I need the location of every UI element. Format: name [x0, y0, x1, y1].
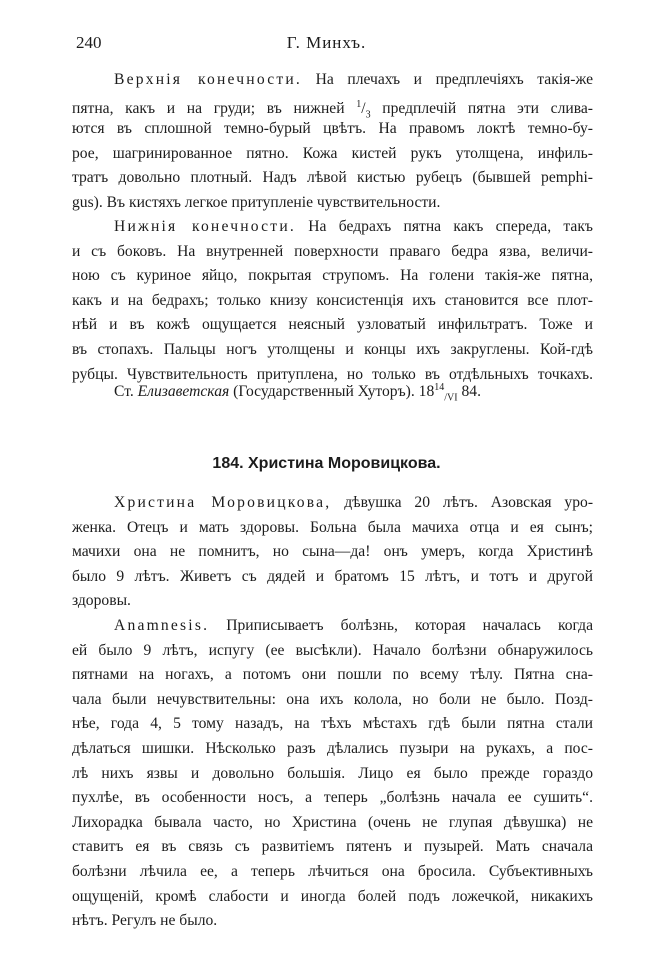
- lead-term: Нижнія конечности.: [114, 218, 296, 235]
- running-title: Г. Минхъ.: [286, 33, 367, 52]
- paragraph-anamnesis: Anamnesis. Приписываетъ болѣзнь, которая началась когда ей было 9 лѣтъ, испугу (ее высѣкли). Начало болѣзни обнаружилось пятнами на ногахъ, а потомъ они пошли по всему тѣлу. Пятна сна- чала были нечувствительны: она ихъ колола, но боли не было. Позд- нѣе, года 4, 5 тому назадъ, на тѣхъ мѣстахъ гдѣ были пятна стали дѣлаться шишки. Нѣсколько разъ дѣлались пузыри на рукахъ, а пос- лѣ нихъ язвы и довольно большія. Лицо ея было прежде гораздо пухлѣе, въ особенности носъ, а теперь „болѣзнь начала ее сушить“. Лихорадка бывала часто, но Христина (очень не глупая дѣвушка) не ставитъ ея въ связь съ развитіемъ пятенъ и пузырей. Мать сначала болѣзни лѣчила ее, а теперь лѣчиться она бросила. Субъективныхъ ощущеній, кромѣ слабости и иногда болей подъ ложечкой, никакихъ нѣтъ. Регулъ не было.: [72, 617, 593, 930]
- place-name: Елизаветская: [137, 383, 230, 401]
- paragraph-lower-limbs: Нижнія конечности. На бедрахъ пятна какъ спереда, такъ и съ боковъ. На внутренней поверхности праваго бедра язва, величи- ною съ куриное яйцо, покрытая струпомъ. На голени такія-же пятна, какъ и на бедрахъ; только книзу консистенція ихъ становится все плот- нѣй и въ кожѣ ощущается неясный узловатый инфильтратъ. Тоже и въ стопахъ. Пальцы ногъ утолщены и концы ихъ закруглены. Кой-гдѣ рубцы. Чувствительность притуплена, но только въ отдѣльныхъ точкахъ.: [72, 218, 593, 383]
- lead-term: Христина Моровицкова,: [114, 494, 332, 511]
- signature-line: Ст. Елизаветская (Государственный Хуторъ). $18^{14}_{/VI}$ 84.: [114, 382, 481, 404]
- lead-term: Верхнія конечности.: [114, 71, 302, 88]
- paragraph-upper-limbs: Верхнія конечности. На плечахъ и предплечіяхъ такія-же пятна, какъ и на груди; въ нижней $^1/_3$ предплечій пятна эти слива- ются въ сплошной темно-бурый цвѣтъ. На правомъ локтѣ темно-бу- рое, шагринированное пятно. Кожа кистей рукъ утолщена, инфиль- тратъ довольно плотный. Надъ лѣвой кистью рубецъ (бывшей pemphi- gus). Въ кистяхъ легкое притупленіе чувствительности.: [72, 71, 593, 211]
- page-number: 240: [76, 33, 102, 52]
- case-heading: 184. Христина Моровицкова.: [212, 455, 441, 472]
- paragraph-intro: Христина Моровицкова, дѣвушка 20 лѣтъ. Азовская уро- женка. Отецъ и мать здоровы. Больна была мачиха отца и ея сынъ; мачихи она не помнитъ, но сына—да! онъ умеръ, когда Христинѣ было 9 лѣтъ. Живетъ съ дядей и братомъ 15 лѣтъ, и тотъ и другой здоровы.: [72, 494, 594, 610]
- lead-term: Anamnesis.: [114, 617, 210, 634]
